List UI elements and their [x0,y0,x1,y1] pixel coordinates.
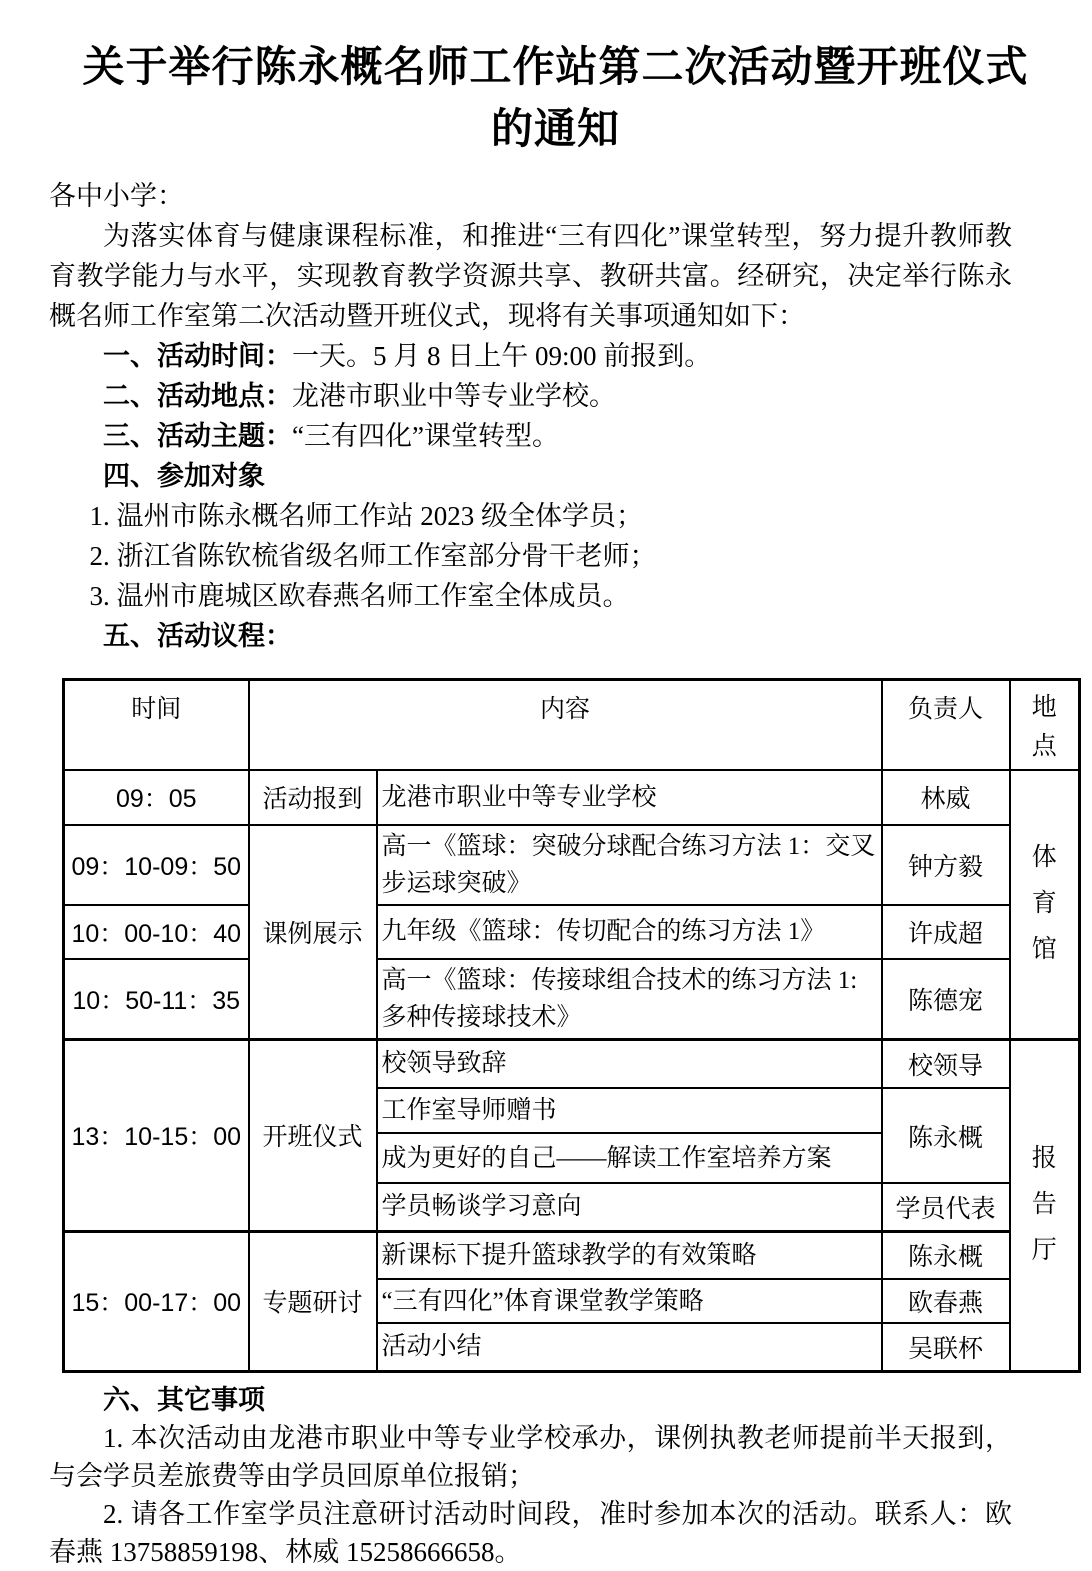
time-cell: 09：10-09：50 [64,825,249,905]
section-activity-place [49,376,1012,416]
intro-paragraph: 为落实体育与健康课程标准，和推进“三有四化”课堂转型，努力提升教师教育教学能力与水平，实现教育教学资源共享、教研共富。经研究，决定举行陈永概名师工作室第二次活动暨开班仪式，现将有关事项通知如下： [49,221,1012,331]
content-cell: 工作室导师赠书 [377,1088,882,1133]
section-activity-place-text: 龙港市职业中等专业学校。 [292,381,616,411]
content-cell: 活动小结 [377,1323,882,1371]
section-activity-place-label: 二、活动地点： [103,381,292,411]
table-row [64,1039,1080,1088]
title-line-2: 的通知 [490,105,620,152]
header-content-cell: 内容 [249,680,882,770]
content-cell: “三有四化”体育课堂教学策略 [377,1279,882,1323]
section-participants-heading: 四、参加对象 [103,461,265,491]
category-cell: 开班仪式 [249,1039,377,1231]
table-row [64,825,1080,905]
header-place-cell [1010,680,1080,770]
participant-item-1: 1. 温州市陈永概名师工作站 2023 级全体学员； [89,501,643,531]
category-cell: 活动报到 [249,770,377,825]
participant-item-2: 2. 浙江省陈钦梳省级名师工作室部分骨干老师； [89,541,657,571]
participant-item-3: 3. 温州市鹿城区欧春燕名师工作室全体成员。 [89,581,630,611]
lead-cell: 陈永概 [882,1088,1010,1183]
time-cell: 10：50-11：35 [64,959,249,1040]
section-activity-theme [49,416,1012,456]
agenda-header-row [64,680,1080,770]
lead-cell: 陈德宠 [882,959,1010,1040]
other-item-1: 1. 本次活动由龙港市职业中等专业学校承办，课例执教老师提前半天报到，与会学员差旅费等由学员回原单位报销； [49,1422,1012,1491]
lead-cell: 许成超 [882,905,1010,959]
header-time-cell: 时间 [64,680,249,770]
section-activity-theme-label: 三、活动主题： [103,421,292,451]
content-cell: 高一《篮球：突破分球配合练习方法 1：交叉步运球突破》 [377,825,882,905]
category-cell: 课例展示 [249,825,377,1040]
lead-cell: 陈永概 [882,1231,1010,1279]
header-place-vertical-text: 地点 [1031,694,1057,760]
document-body [49,176,1012,656]
title-line-1: 关于举行陈永概名师工作站第二次活动暨开班仪式 [82,43,1029,90]
table-row [64,1231,1080,1279]
section-activity-theme-text: “三有四化”课堂转型。 [292,421,559,451]
other-matters-section [49,1381,1012,1571]
lead-cell: 钟方毅 [882,825,1010,905]
other-item-2: 2. 请各工作室学员注意研讨活动时间段，准时参加本次的活动。联系人：欧春燕 13758859198、林威 15258666658。 [49,1498,1012,1567]
table-row [64,770,1080,825]
table-row [64,905,1080,959]
section-activity-time [49,336,1012,376]
section-other-heading: 六、其它事项 [103,1384,265,1415]
lead-cell: 校领导 [882,1039,1010,1088]
lead-cell: 学员代表 [882,1183,1010,1231]
content-cell: 成为更好的自己——解读工作室培养方案 [377,1133,882,1183]
lead-cell: 吴联杯 [882,1323,1010,1371]
lead-cell: 林威 [882,770,1010,825]
content-cell: 学员畅谈学习意向 [377,1183,882,1231]
place-vertical-text: 报告厅 [1031,1144,1057,1265]
time-cell: 10：00-10：40 [64,905,249,959]
place-cell-gym [1010,770,1080,1040]
header-lead-cell: 负责人 [882,680,1010,770]
content-cell: 龙港市职业中等专业学校 [377,770,882,825]
place-vertical-text: 体育馆 [1031,843,1057,964]
place-cell-lecture-hall [1010,1039,1080,1371]
table-row [64,959,1080,1040]
lead-cell: 欧春燕 [882,1279,1010,1323]
content-cell: 校领导致辞 [377,1039,882,1088]
time-cell: 15：00-17：00 [64,1231,249,1371]
document-title [49,36,1062,160]
content-cell: 九年级《篮球：传切配合的练习方法 1》 [377,905,882,959]
category-cell: 专题研讨 [249,1231,377,1371]
section-activity-time-label: 一、活动时间： [103,341,292,371]
salutation: 各中小学： [49,181,184,211]
time-cell: 09：05 [64,770,249,825]
section-agenda-heading: 五、活动议程： [103,621,292,651]
time-cell: 13：10-15：00 [64,1039,249,1231]
content-cell: 高一《篮球：传接球组合技术的练习方法 1:多种传接球技术》 [377,959,882,1040]
content-cell: 新课标下提升篮球教学的有效策略 [377,1231,882,1279]
section-activity-time-text: 一天。5 月 8 日上午 09:00 前报到。 [292,341,712,371]
agenda-table [62,678,1081,1373]
